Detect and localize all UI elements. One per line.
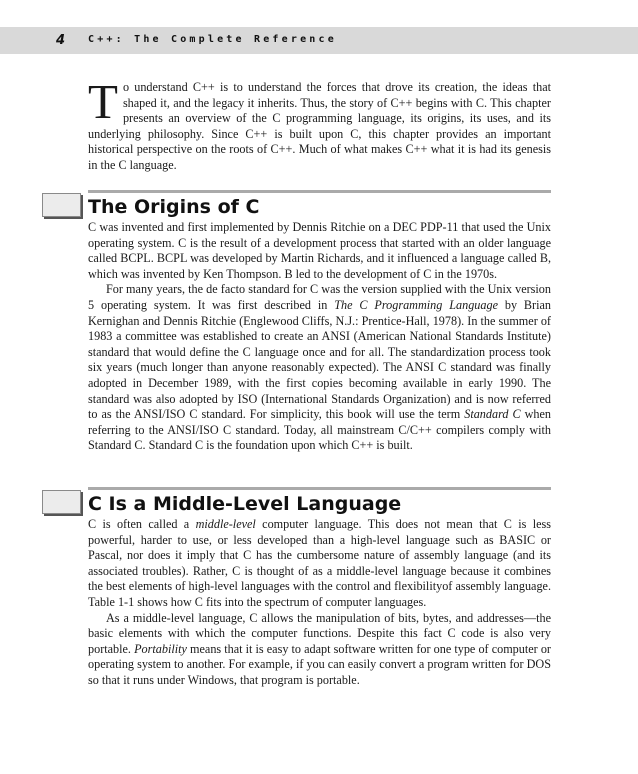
term-portability: Portability xyxy=(134,641,187,656)
section-rule-middle-level xyxy=(88,487,551,490)
running-head: C++: The Complete Reference xyxy=(88,34,337,45)
origins-paragraph-1: C was invented and first implemented by Dennis Ritchie on a DEC PDP-11 that used the Unix operating system. C is the result of a development process that started with an older language called BCPL. BCPL was developed by Martin Richards, and it influenced a language called B, which was invented by Ken Thompson. B led to the development of C in the 1970s. xyxy=(88,220,551,281)
section-marker-origins xyxy=(42,193,81,217)
section-title-origins: The Origins of C xyxy=(88,196,260,218)
section-body-middle-level xyxy=(88,517,551,689)
section-body-origins xyxy=(88,220,551,454)
page-number: 4 xyxy=(56,33,66,48)
section-rule-origins xyxy=(88,190,551,193)
section-marker-middle-level xyxy=(42,490,81,514)
middle-level-paragraph-1: C is often called a middle-level computer language. This does not mean that C is less powerful, harder to use, or less developed than a high-level language such as BASIC or Pascal, nor does it imply that C has the cumbersome nature of assembly language (and its associated troubles). Rather, C is thought of as a middle-level language because it combines the best elements of high-level languages with the control and flexibilityof assembly language. Table 1-1 shows how C fits into the spectrum of computer languages. xyxy=(88,517,551,609)
drop-cap: T xyxy=(88,74,118,129)
intro-text: o understand C++ is to understand the forces that drove its creation, the ideas that shaped it, and the legacy it inherits. Thus, the story of C++ begins with C. This chapter presents an overview of the C programming language, its origins, its uses, and its underlying philosophy. Since C++ is built upon C, this chapter provides an important historical perspective on the roots of C++. Much of what makes C++ what it is had its genesis in the C language. xyxy=(88,80,551,172)
origins-paragraph-2: For many years, the de facto standard for C was the version supplied with the Unix version 5 operating system. It was first described in The C Programming Language by Brian Kernighan and Dennis Ritchie (Englewood Cliffs, N.J.: Prentice-Hall, 1978). In the summer of 1983 a committee was established to create an ANSI (American National Standards Institute) standard that would define the C language once and for all. The standardization process took six years (much longer than anyone reasonably expected). The ANSI C standard was finally adopted in December 1989, with the first copies becoming available in early 1990. The standard was also adopted by ISO (International Standards Organization) and is now referred to as the ANSI/ISO C standard. For simplicity, this book will use the term Standard C when referring to the ANSI/ISO C standard. Today, all mainstream C/C++ compilers comply with Standard C. Standard C is the foundation upon which C++ is built. xyxy=(88,282,552,453)
term-middle-level: middle-level xyxy=(195,517,256,531)
intro-paragraph xyxy=(88,74,551,174)
middle-level-paragraph-2: As a middle-level language, C allows the manipulation of bits, bytes, and addresses—the basic elements with which the computer functions. Despite this fact C code is also very portable. Portability means that it is easy to adapt software written for one type of computer or operating system to another. For example, if you can easily convert a program written for DOS so that it runs under Windows, that program is portable. xyxy=(88,610,551,687)
book-title: The C Programming Language xyxy=(334,297,498,312)
section-title-middle-level: C Is a Middle-Level Language xyxy=(88,493,402,515)
term-standard-c: Standard C xyxy=(464,407,521,422)
